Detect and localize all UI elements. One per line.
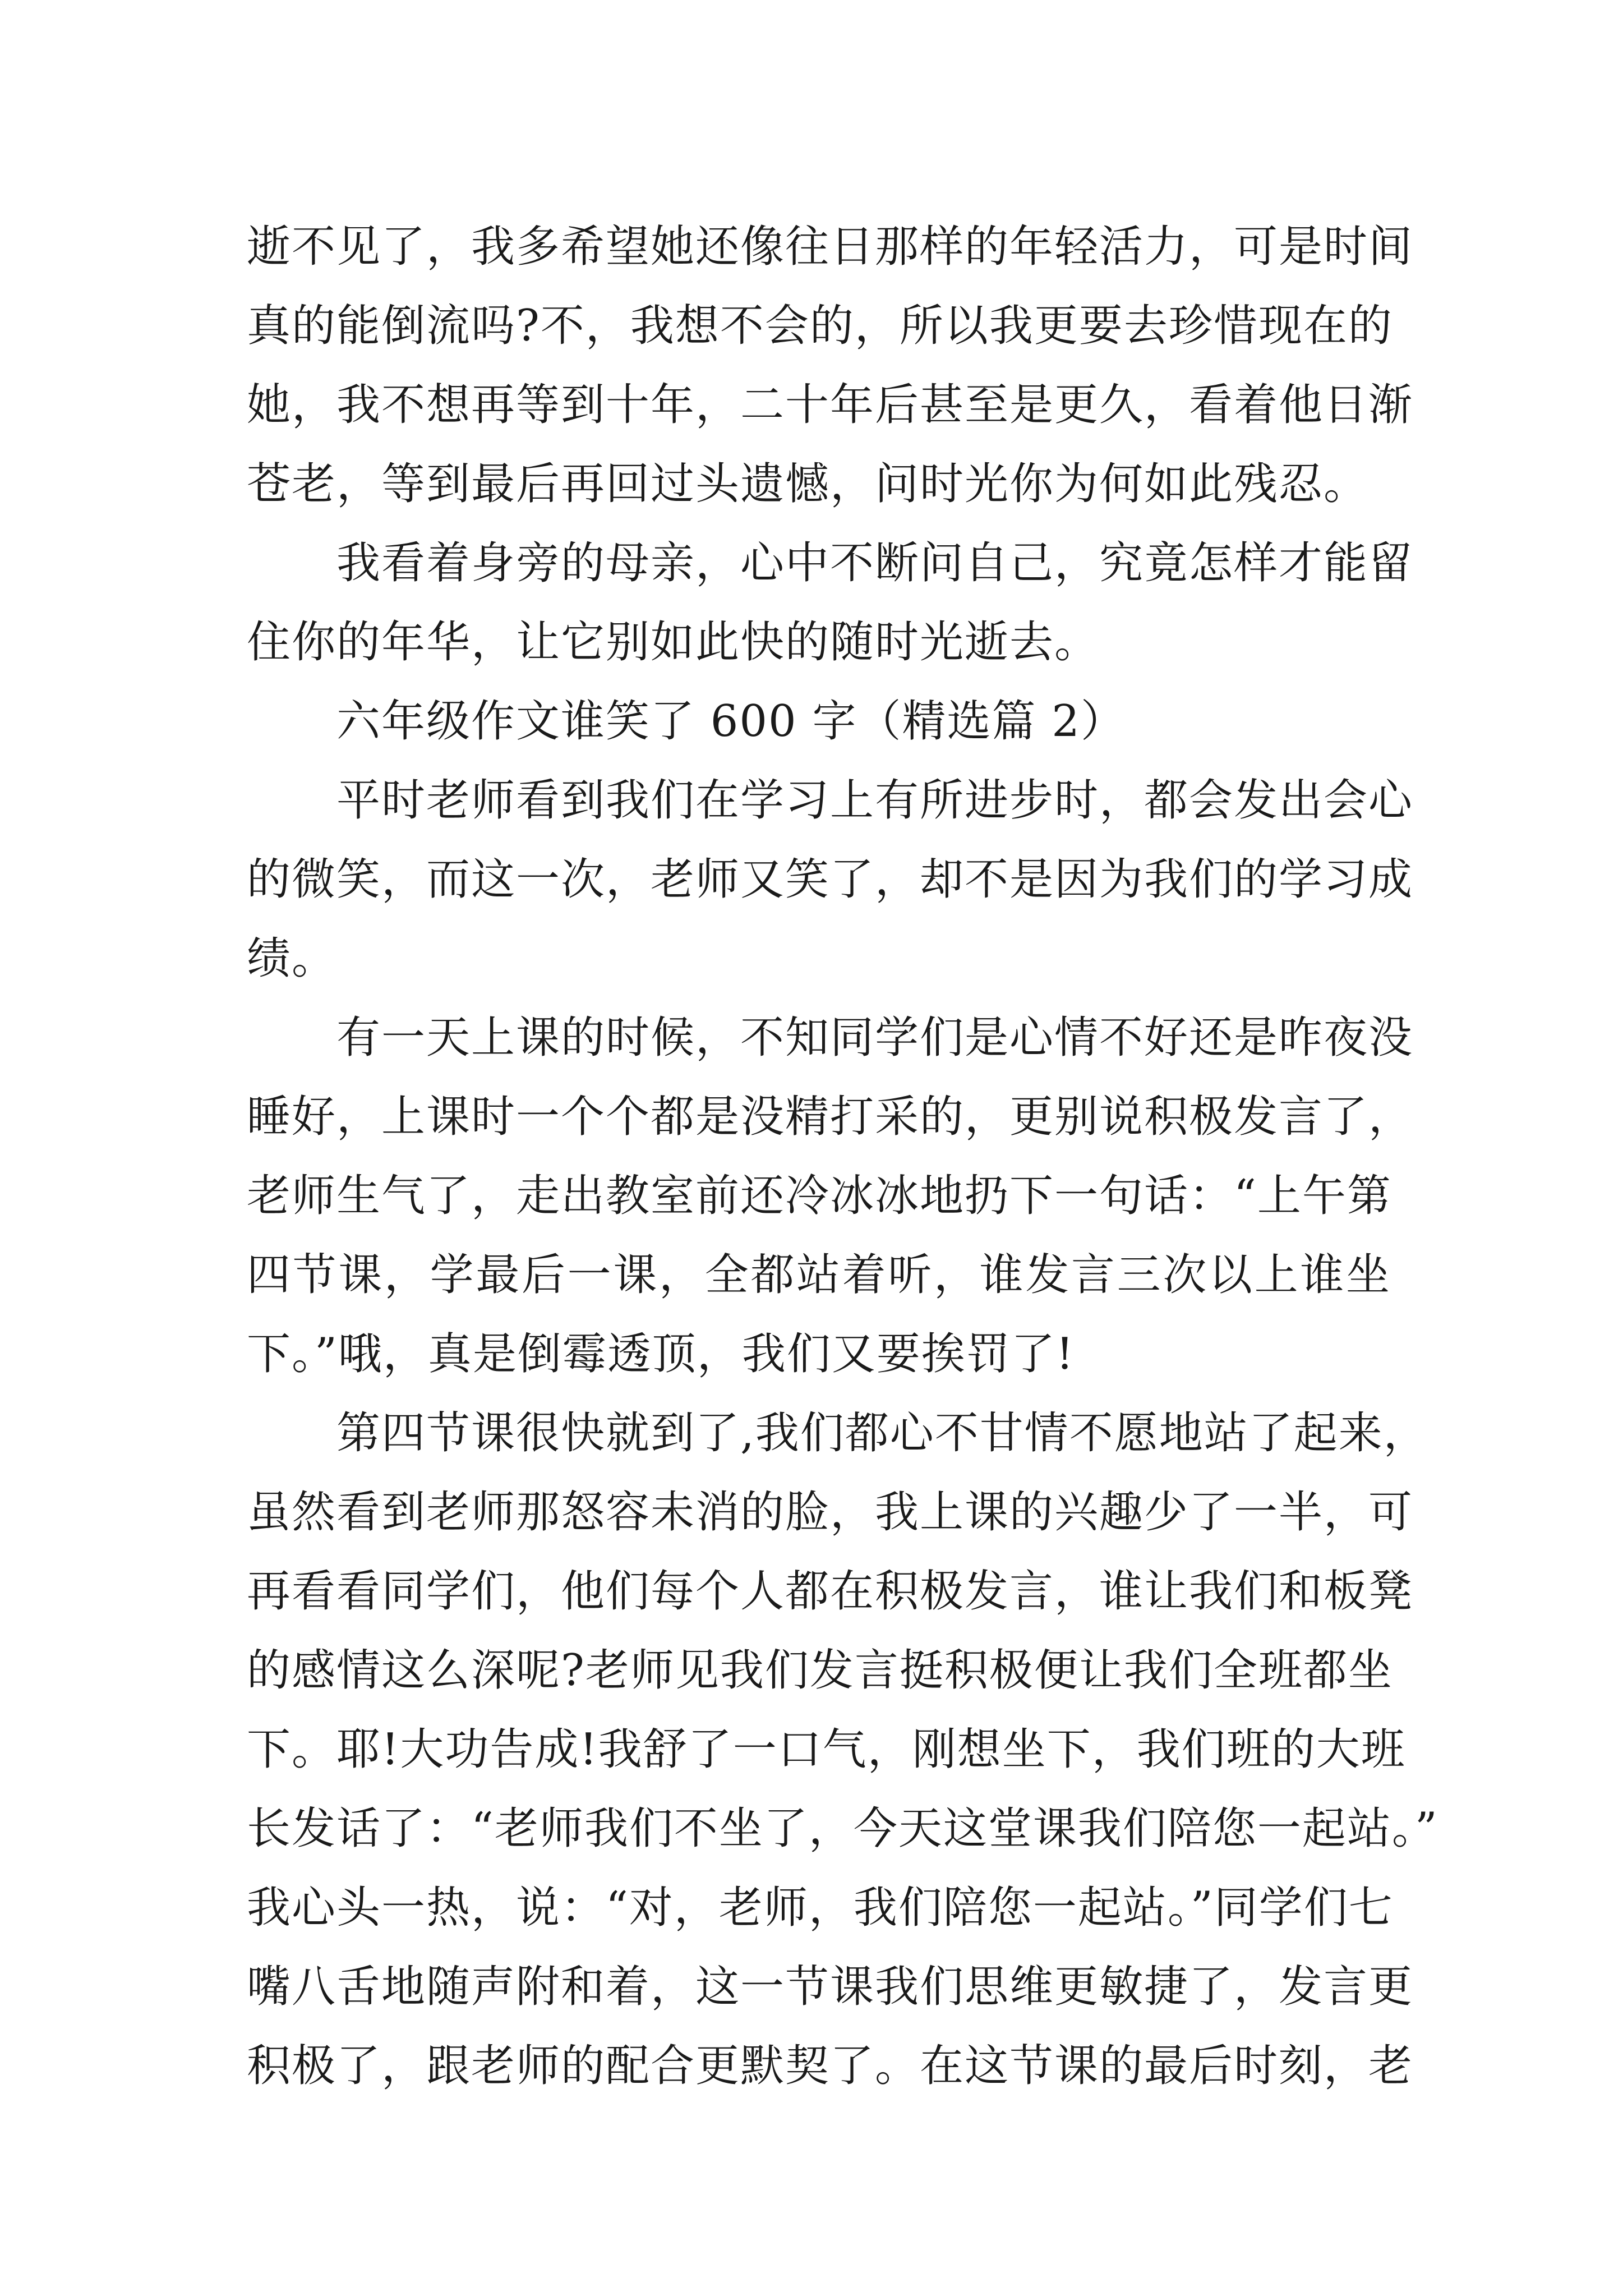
text-line: 住你的年华，让它别如此快的随时光逝去。 xyxy=(247,617,1100,668)
paragraph-1 xyxy=(247,208,1414,524)
paragraph-2 xyxy=(247,524,1414,682)
text-line: 长发话了：“老师我们不坐了，今天这堂课我们陪您一起站。” xyxy=(247,1803,1438,1854)
text-line: 的微笑，而这一次，老师又笑了，却不是因为我们的学习成 xyxy=(247,854,1414,905)
text-line: 虽然看到老师那怒容未消的脸，我上课的兴趣少了一半，可 xyxy=(247,1487,1414,1538)
text-line: 嘴八舌地随声附和着，这一节课我们思维更敏捷了，发言更 xyxy=(247,1962,1414,2012)
text-line: 她，我不想再等到十年，二十年后甚至是更久，看着他日渐 xyxy=(247,380,1414,430)
text-line: 有一天上课的时候，不知同学们是心情不好还是昨夜没 xyxy=(336,1013,1414,1063)
paragraph-5 xyxy=(247,1394,1438,2106)
text-line: 绩。 xyxy=(247,933,337,984)
text-line: 逝不见了，我多希望她还像往日那样的年轻活力，可是时间 xyxy=(247,222,1414,272)
text-line: 老师生气了，走出教室前还冷冰冰地扔下一句话：“上午第 xyxy=(247,1171,1392,1221)
text-line: 积极了，跟老师的配合更默契了。在这节课的最后时刻，老 xyxy=(247,2041,1414,2091)
text-line: 睡好，上课时一个个都是没精打采的，更别说积极发言了， xyxy=(247,1092,1414,1142)
paragraph-4 xyxy=(247,999,1414,1394)
text-line: 我看着身旁的母亲，心中不断问自己，究竟怎样才能留 xyxy=(336,538,1414,588)
heading-text: 六年级作文谁笑了 600 字（精选篇 2） xyxy=(336,696,1126,747)
text-line: 我心头一热，说：“对，老师，我们陪您一起站。”同学们七 xyxy=(247,1883,1394,1933)
text-line: 下。耶!大功告成!我舒了一口气，刚想坐下，我们班的大班 xyxy=(247,1724,1406,1775)
paragraph-3 xyxy=(247,761,1414,999)
text-line: 再看看同学们，他们每个人都在积极发言，谁让我们和板凳 xyxy=(247,1566,1414,1617)
text-line: 真的能倒流吗?不，我想不会的，所以我更要去珍惜现在的 xyxy=(247,301,1393,351)
text-line: 平时老师看到我们在学习上有所进步时，都会发出会心 xyxy=(336,775,1414,826)
text-line: 下。”哦，真是倒霉透顶，我们又要挨罚了! xyxy=(247,1329,1075,1379)
text-line: 第四节课很快就到了,我们都心不甘情不愿地站了起来， xyxy=(336,1408,1428,1458)
section-heading xyxy=(247,682,1391,761)
text-line: 的感情这么深呢?老师见我们发言挺积极便让我们全班都坐 xyxy=(247,1645,1393,1696)
text-line: 四节课，学最后一课，全都站着听，谁发言三次以上谁坐 xyxy=(247,1250,1391,1300)
text-line: 苍老，等到最后再回过头遗憾，问时光你为何如此残忍。 xyxy=(247,459,1369,509)
document-body xyxy=(247,208,1438,2106)
